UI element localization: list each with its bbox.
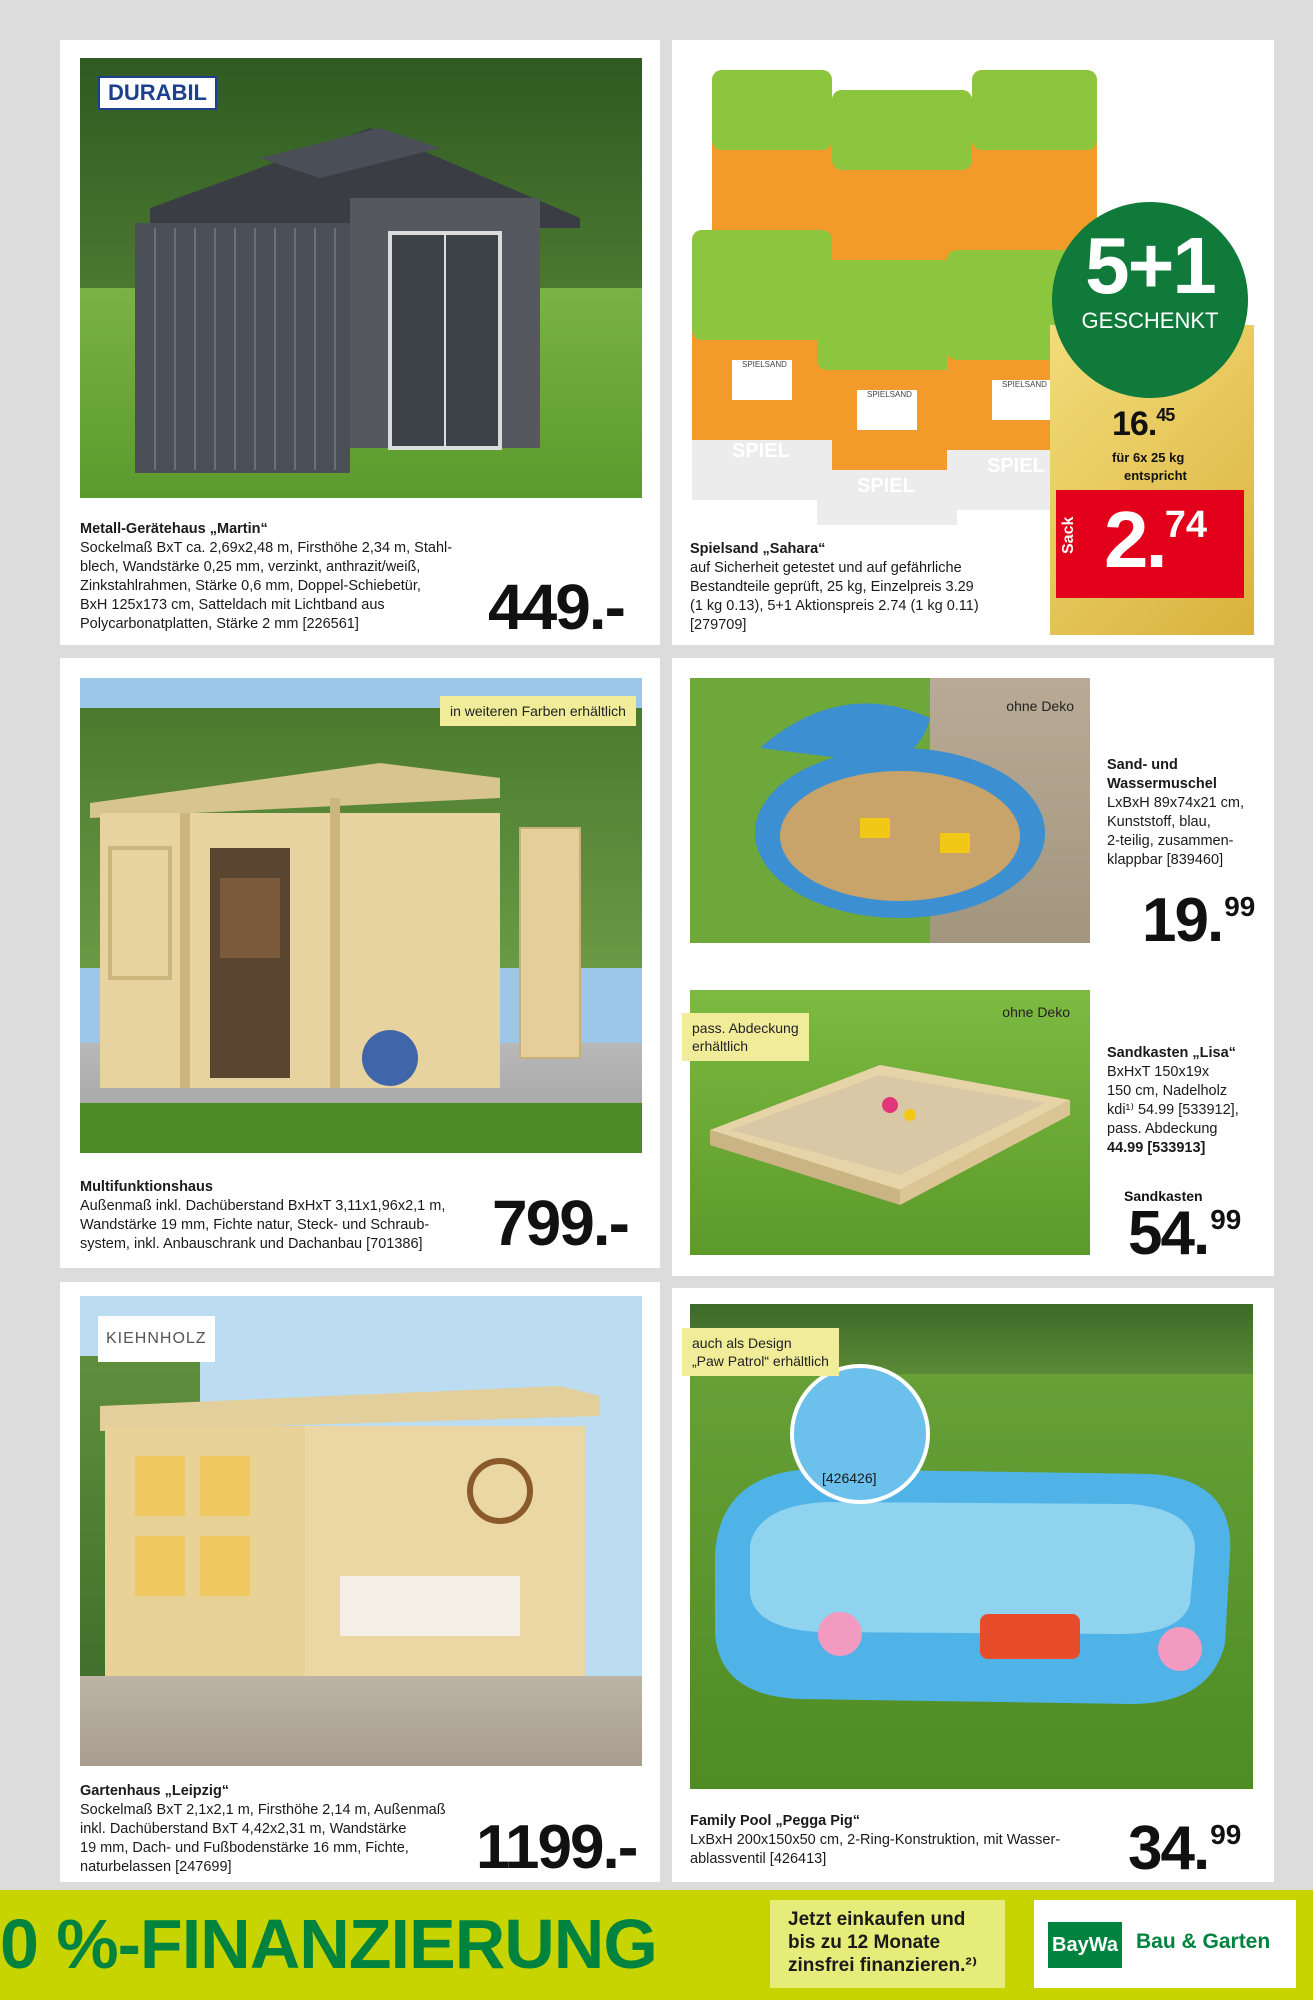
cover-available-tag-line-1: pass. Abdeckung [692,1020,799,1036]
unit-label: Sack [1060,516,1077,554]
shell-note: ohne Deko [1006,698,1074,714]
garden-house-line: inkl. Dachüberstand BxT 4,42x2,31 m, Wandstärke [80,1821,407,1837]
finance-info-line-3: zinsfrei finanzieren.²⁾ [788,1955,978,1976]
garden-house-price: 1199.- [476,1813,637,1882]
pool-title: Family Pool „Pegga Pig“ [690,1813,861,1829]
finance-info-box [770,1900,1005,1988]
paw-patrol-tag-line-1: auch als Design [692,1335,792,1351]
paw-patrol-tag [682,1328,839,1376]
shell-price-main: 19. [1142,886,1223,955]
pool-photo [690,1304,1253,1789]
garden-house-line: 19 mm, Dach- und Fußbodenstärke 16 mm, Fichte, [80,1840,409,1856]
bag-label: SPIEL [732,440,790,462]
shell-price-cents: 99 [1224,890,1256,922]
sandbox-price [1128,1199,1242,1268]
multifunction-house-title: Multifunktionshaus [80,1179,213,1195]
metal-shed-photo [80,58,642,498]
product-card-garden-house [60,1282,660,1882]
sandbox-note: ohne Deko [1002,1004,1070,1020]
bag-label: SPIEL [987,455,1045,477]
sand-bags-photo [682,60,1102,530]
paw-patrol-inset-code: [426426] [822,1470,877,1486]
sand-line: [279709] [690,617,747,633]
bundle-price-cents: 45 [1156,405,1175,425]
bag-small-label: SPIELSAND [1002,380,1047,389]
shell-illustration [690,678,1090,943]
pool-price [1128,1814,1242,1883]
unit-price-cents: 74 [1164,504,1207,546]
baywa-brand [1034,1900,1296,1988]
sandbox-line: 44.99 [533913] [1107,1140,1206,1156]
sandbox-line: 150 cm, Nadelholz [1107,1083,1228,1099]
metal-shed-illustration [80,58,642,498]
bag-label: SPIEL [857,475,915,497]
sandbox-description [1107,1044,1272,1158]
finance-info-line-2: bis zu 12 Monate [788,1932,941,1953]
multifunction-house-line: Wandstärke 19 mm, Fichte natur, Steck- und Schraub- [80,1217,430,1233]
product-card-sandplay [672,658,1274,1276]
sandbox-price-label: Sandkasten [1124,1188,1203,1204]
paw-patrol-tag-line-2: „Paw Patrol“ erhältlich [692,1353,829,1369]
baywa-logo: BayWa [1048,1922,1122,1968]
garden-house-illustration [80,1296,642,1766]
pool-description [690,1812,1110,1869]
offer-badge-small: GESCHENKT [1081,308,1219,333]
sandbox-price-main: 54. [1128,1199,1209,1268]
pool-illustration [690,1304,1253,1789]
sand-line: auf Sicherheit getestet und auf gefährliche [690,560,962,576]
cover-available-tag-line-2: erhältlich [692,1038,749,1054]
finance-footer [0,1890,1313,2000]
durabil-logo: DURABIL [98,76,217,110]
pool-price-cents: 99 [1210,1818,1242,1850]
finance-info-line-1: Jetzt einkaufen und [788,1909,966,1930]
garden-house-line: naturbelassen [247699] [80,1859,232,1875]
pool-line: ablassventil [426413] [690,1851,827,1867]
shell-price [1142,886,1256,955]
metal-shed-description [80,520,500,634]
garden-house-photo [80,1296,642,1766]
multifunction-house-illustration [80,678,642,1153]
shell-title-1: Sand- und [1107,757,1178,773]
product-card-family-pool [672,1288,1274,1882]
sand-line: (1 kg 0.13), 5+1 Aktionspreis 2.74 (1 kg 0.11) [690,598,979,614]
shell-title-2: Wassermuschel [1107,776,1217,792]
sandbox-title: Sandkasten „Lisa“ [1107,1045,1236,1061]
unit-price-main: 2. [1104,495,1165,584]
offer-badge-big: 5+1 [1085,221,1215,310]
shell-description [1107,756,1267,870]
pool-price-main: 34. [1128,1814,1209,1883]
sandbox-price-cents: 99 [1210,1203,1242,1235]
bundle-price-main: 16. [1112,405,1157,443]
metal-shed-line: Zinkstahlrahmen, Stärke 0,6 mm, Doppel-Schiebetür, [80,578,421,594]
bundle-note-1: für 6x 25 kg [1112,450,1185,465]
garden-house-title: Gartenhaus „Leipzig“ [80,1783,230,1799]
garden-house-line: Sockelmaß BxT 2,1x2,1 m, Firsthöhe 2,14 m, Außenmaß [80,1802,446,1818]
metal-shed-line: BxH 125x173 cm, Satteldach mit Lichtband aus [80,597,385,613]
shell-line: klappbar [839460] [1107,852,1224,868]
finance-headline: 0 %-FINANZIERUNG [0,1905,657,1983]
sandbox-line: pass. Abdeckung [1107,1121,1218,1137]
pool-line: LxBxH 200x150x50 cm, 2-Ring-Konstruktion, mit Wasser- [690,1832,1061,1848]
sandbox-line: BxHxT 150x19x [1107,1064,1210,1080]
kiehnholz-logo: KIEHNHOLZ [98,1316,215,1362]
shell-line: LxBxH 89x74x21 cm, [1107,795,1245,811]
unit-price-box [1056,490,1244,598]
garden-house-description [80,1782,500,1877]
more-colors-tag: in weiteren Farben erhältlich [440,696,636,726]
bundle-note-2: entspricht [1124,468,1187,483]
multifunction-house-price: 799.- [492,1187,628,1259]
sand-title: Spielsand „Sahara“ [690,541,826,557]
metal-shed-price: 449.- [488,571,624,643]
multifunction-house-line: system, inkl. Anbauschrank und Dachanbau [701386] [80,1236,423,1252]
product-card-play-sand [672,40,1274,645]
sand-description [690,540,1050,635]
metal-shed-line: Sockelmaß BxT ca. 2,69x2,48 m, Firsthöhe 2,34 m, Stahl- [80,540,453,556]
product-card-metal-shed [60,40,660,645]
bundle-price [1112,405,1174,444]
offer-badge [1052,202,1248,398]
bag-small-label: SPIELSAND [742,360,787,369]
bag-small-label: SPIELSAND [867,390,912,399]
metal-shed-line: Polycarbonatplatten, Stärke 2 mm [226561] [80,616,359,632]
sandbox-line: kdi¹⁾ 54.99 [533912], [1107,1102,1239,1118]
multifunction-house-line: Außenmaß inkl. Dachüberstand BxHxT 3,11x1,96x2,1 m, [80,1198,446,1214]
baywa-brand-name: Bau & Garten [1136,1930,1271,1953]
multifunction-house-description [80,1178,490,1254]
cover-available-tag [682,1013,809,1061]
shell-photo [690,678,1090,943]
product-card-multifunction-house [60,658,660,1268]
metal-shed-title: Metall-Gerätehaus „Martin“ [80,521,268,537]
multifunction-house-photo [80,678,642,1153]
shell-line: 2-teilig, zusammen- [1107,833,1234,849]
metal-shed-line: blech, Wandstärke 0,25 mm, verzinkt, anthrazit/weiß, [80,559,421,575]
shell-line: Kunststoff, blau, [1107,814,1211,830]
sand-line: Bestandteile geprüft, 25 kg, Einzelpreis 3.29 [690,579,974,595]
